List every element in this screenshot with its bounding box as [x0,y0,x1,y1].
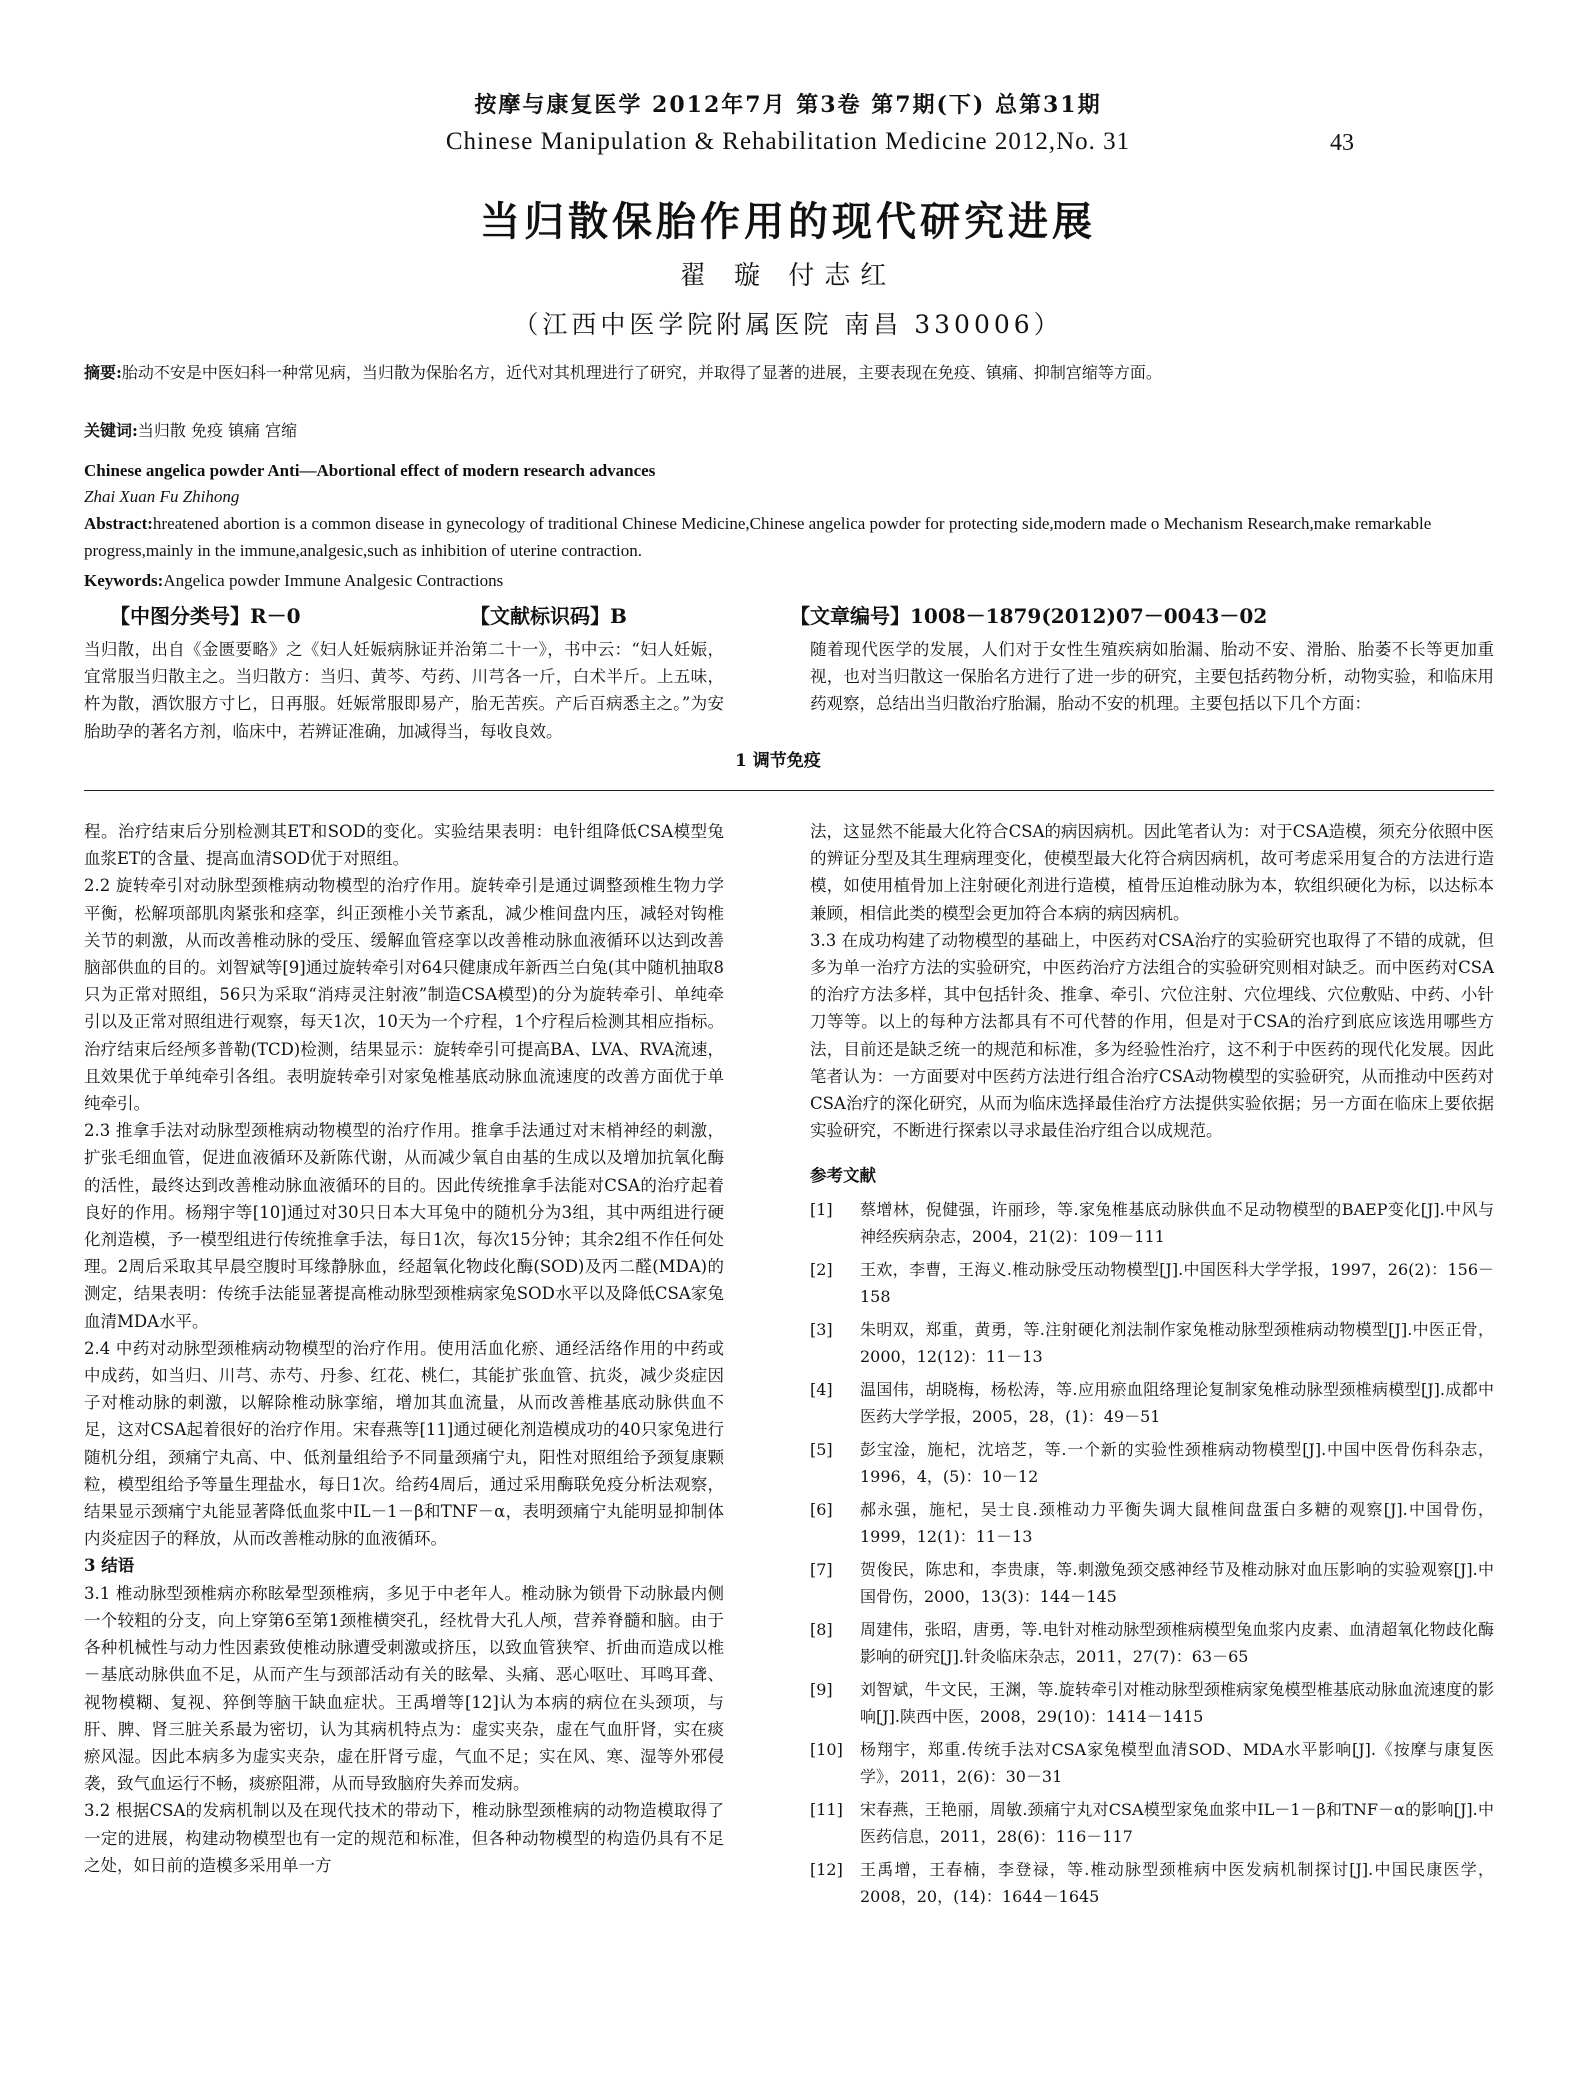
references-heading: 参考文献 [810,1166,876,1186]
body-paragraph: 法，这显然不能最大化符合CSA的病因病机。因此笔者认为：对于CSA造模，须充分依照中医的辨证分型及其生理病理变化，使模型最大化符合病因病机，故可考虑采用复合的方法进行造模，如使用植骨加上注射硬化剂进行造模，植骨压迫椎动脉为本，软组织硬化为标，以达标本兼顾，相信此类的模型会更加符合本病的病因病机。 [810,822,1494,923]
reference-item [810,1796,1494,1850]
reference-number: [10] [810,1739,843,1759]
body-paragraph: 2.3 推拿手法对动脉型颈椎病动物模型的治疗作用。推拿手法通过对末梢神经的刺激，扩张毛细血管，促进血液循环及新陈代谢，从而减少氧自由基的生成以及增加抗氧化酶的活性，最终达到改善椎动脉血液循环的目的。因此传统推拿手法能对CSA的治疗起着良好的作用。杨翔宇等[10]通过对30只日本大耳兔中的随机分为3组，其中两组进行硬化剂造模，予一模型组进行传统推拿手法，每日1次，每次15分钟；其余2组不作任何处理。2周后采取其早晨空腹时耳缘静脉血，经超氧化物歧化酶(SOD)及丙二醛(MDA)的测定，结果表明：传统手法能显著提高椎动脉型颈椎病家兔SOD水平以及降低CSA家兔血清MDA水平。 [84,1121,724,1331]
body-paragraph: 程。治疗结束后分别检测其ET和SOD的变化。实验结果表明：电针组降低CSA模型兔血浆ET的含量、提高血清SOD优于对照组。 [84,822,724,869]
author-affiliation: （江西中医学院附属医院 南昌 330006） [513,310,1063,339]
intro-left: 当归散，出自《金匮要略》之《妇人妊娠病脉证并治第二十一》，书中云：“妇人妊娠，宜常服当归散主之。当归散方：当归、黄芩、芍药、川芎各一斤，白术半斤。上五味，杵为散，酒饮服方寸匕，日再服。妊娠常服即易产，胎无苦疾。产后百病悉主之。”为安胎助孕的著名方剂，临床中，若辨证准确，加减得当，每收良效。 [84,640,724,741]
reference-item [810,1856,1494,1910]
keywords-cn [84,418,1494,443]
body-paragraph: 2.2 旋转牵引对动脉型颈椎病动物模型的治疗作用。旋转牵引是通过调整颈椎生物力学平衡，松解项部肌肉紧张和痉挛，纠正颈椎小关节紊乱，减少椎间盘内压，减轻对钩椎关节的刺激，从而改善椎动脉的受压、缓解血管痉挛以改善椎动脉血液循环以达到改善脑部供血的目的。刘智斌等[9]通过旋转牵引对64只健康成年新西兰白兔(其中随机抽取8只为正常对照组，56只为采取“消痔灵注射液”制造CSA模型)的分为旋转牵引、单纯牵引以及正常对照组进行观察，每天1次，10天为一个疗程，1个疗程后检测其相应指标。治疗结束后经颅多普勒(TCD)检测，结果显示：旋转牵引可提高BA、LVA、RVA流速，且效果优于单纯牵引各组。表明旋转牵引对家兔椎基底动脉血流速度的改善方面优于单纯牵引。 [84,876,724,1114]
reference-number: [11] [810,1799,843,1819]
english-abstract [84,510,1494,564]
page-number: 43 [1330,130,1354,156]
reference-item [810,1496,1494,1550]
body-right-column [810,818,1494,1916]
reference-text: 刘智斌，牛文民，王渊，等.旋转牵引对椎动脉型颈椎病家兔模型椎基底动脉血流速度的影响[J].陕西中医，2008，29(10)：1414－1415 [860,1679,1494,1726]
reference-number: [7] [810,1559,833,1579]
article-number: 【文章编号】1008－1879(2012)07－0043－02 [790,604,1268,628]
english-abstract-text: hreatened abortion is a common disease in gynecology of traditional Chinese Medicine,Chinese angelica powder for protecting side,modern made o Mechanism Research,make remarkable progress,mainly in the immune,analgesic,such as inhibition of uterine contraction. [84,514,1432,560]
body-left-column [84,818,724,1879]
document-code: 【文献标识码】B [470,604,627,628]
reference-text: 朱明双，郑重，黄勇，等.注射硬化剂法制作家兔椎动脉型颈椎病动物模型[J].中医正骨，2000，12(12)：11－13 [860,1319,1494,1366]
reference-number: [2] [810,1259,833,1279]
reference-text: 杨翔宇，郑重.传统手法对CSA家兔模型血清SOD、MDA水平影响[J].《按摩与康复医学》，2011，2(6)：30－31 [860,1739,1494,1786]
reference-item [810,1556,1494,1610]
reference-number: [12] [810,1859,843,1879]
section-1-heading: 1 调节免疫 [735,751,821,771]
reference-item [810,1196,1494,1250]
reference-number: [6] [810,1499,833,1519]
english-keywords-text: Angelica powder Immune Analgesic Contractions [163,571,504,590]
reference-text: 彭宝淦，施杞，沈培芝，等.一个新的实验性颈椎病动物模型[J].中国中医骨伤科杂志，1996，4，(5)：10－12 [860,1439,1494,1486]
reference-number: [9] [810,1679,833,1699]
journal-header-en: Chinese Manipulation & Rehabilitation Medicine 2012,No. 31 [445,128,1131,155]
reference-text: 宋春燕，王艳丽，周敏.颈痛宁丸对CSA模型家兔血浆中IL－1－β和TNF－α的影响[J].中医药信息，2011，28(6)：116－117 [860,1799,1494,1846]
abstract-cn-label: 摘要: [84,363,122,382]
keywords-cn-label: 关键词: [84,421,138,440]
section-3-heading: 3 结语 [84,1556,135,1576]
reference-item [810,1316,1494,1370]
reference-text: 温国伟，胡晓梅，杨松涛，等.应用瘀血阻络理论复制家兔椎动脉型颈椎病模型[J].成都中医药大学学报，2005，28，(1)：49－51 [860,1379,1494,1426]
clc-number: 【中图分类号】R－0 [110,604,301,628]
reference-number: [4] [810,1379,833,1399]
english-keywords [84,568,1494,593]
reference-item [810,1376,1494,1430]
reference-item [810,1676,1494,1730]
reference-item [810,1736,1494,1790]
reference-item [810,1436,1494,1490]
body-paragraph: 3.2 根据CSA的发病机制以及在现代技术的带动下，椎动脉型颈椎病的动物造模取得了一定的进展，构建动物模型也有一定的规范和标准，但各种动物模型的构造仍具有不足之处，如日前的造模多采用单一方 [84,1801,724,1875]
reference-item [810,1256,1494,1310]
english-keywords-label: Keywords: [84,571,164,590]
reference-number: [3] [810,1319,833,1339]
keywords-cn-text: 当归散 免疫 镇痛 宫缩 [137,421,298,440]
intro-right: 随着现代医学的发展，人们对于女性生殖疾病如胎漏、胎动不安、滑胎、胎萎不长等更加重视，也对当归散这一保胎名方进行了进一步的研究，主要包括药物分析，动物实验，和临床用药观察，总结出当归散治疗胎漏，胎动不安的机理。主要包括以下几个方面： [810,640,1494,714]
paper-authors: 翟 璇 付志红 [679,261,897,291]
body-paragraph: 3.1 椎动脉型颈椎病亦称眩晕型颈椎病，多见于中老年人。椎动脉为锁骨下动脉最内侧一个较粗的分支，向上穿第6至第1颈椎横突孔，经枕骨大孔人颅，营养脊髓和脑。由于各种机械性与动力性因素致使椎动脉遭受刺激或挤压，以致血管狭窄、折曲而造成以椎－基底动脉供血不足，从而产生与颈部活动有关的眩晕、头痛、恶心呕吐、耳鸣耳聋、视物模糊、复视、猝倒等脑干缺血症状。王禹增等[12]认为本病的病位在头颈项，与肝、脾、肾三脏关系最为密切，认为其病机特点为：虚实夹杂，虚在气血肝肾，实在痰瘀风湿。因此本病多为虚实夹杂，虚在肝肾亏虚，气血不足；实在风、寒、湿等外邪侵袭，致气血运行不畅，痰瘀阻滞，从而导致脑府失养而发病。 [84,1583,724,1794]
section-divider [84,790,1494,791]
reference-text: 郝永强，施杞，吴士良.颈椎动力平衡失调大鼠椎间盘蛋白多糖的观察[J].中国骨伤，1999，12(1)：11－13 [860,1499,1494,1546]
english-abstract-label: Abstract: [84,514,153,533]
body-paragraph: 3.3 在成功构建了动物模型的基础上，中医药对CSA治疗的实验研究也取得了不错的成就，但多为单一治疗方法的实验研究，中医药治疗方法组合的实验研究则相对缺乏。而中医药对CSA的治疗方法多样，其中包括针灸、推拿、牵引、穴位注射、穴位埋线、穴位敷贴、中药、小针刀等等。以上的每种方法都具有不可代替的作用，但是对于CSA的治疗到底应该选用哪些方法，目前还是缺乏统一的规范和标准，多为经验性治疗，这不利于中医药的现代化发展。因此笔者认为：一方面要对中医药方法进行组合治疗CSA动物模型的实验研究，从而推动中医药对CSA治疗的深化研究，从而为临床选择最佳治疗方法提供实验依据；另一方面在临床上要依据实验研究，不断进行探索以寻求最佳治疗组合以成规范。 [810,930,1494,1141]
english-authors: Zhai Xuan Fu Zhihong [84,487,240,506]
paper-title: 当归散保胎作用的现代研究进展 [480,198,1096,245]
reference-number: [8] [810,1619,833,1639]
reference-number: [5] [810,1439,833,1459]
journal-header-cn: 按摩与康复医学 2012年7月 第3卷 第7期(下) 总第31期 [474,92,1102,118]
reference-text: 王禹增，王春楠，李登禄，等.椎动脉型颈椎病中医发病机制探讨[J].中国民康医学，2008，20，(14)：1644－1645 [860,1859,1494,1906]
abstract-cn-text: 胎动不安是中医妇科一种常见病，当归散为保胎名方，近代对其机理进行了研究，并取得了显著的进展，主要表现在免疫、镇痛、抑制宫缩等方面。 [121,363,1162,382]
english-title: Chinese angelica powder Anti—Abortional effect of modern research advances [84,461,656,480]
reference-text: 蔡增林，倪健强，许丽珍，等.家兔椎基底动脉供血不足动物模型的BAEP变化[J].中风与神经疾病杂志，2004，21(2)：109－111 [860,1199,1494,1246]
reference-text: 周建伟，张昭，唐勇，等.电针对椎动脉型颈椎病模型兔血浆内皮素、血清超氧化物歧化酶影响的研究[J].针灸临床杂志，2011，27(7)：63－65 [860,1619,1494,1666]
reference-item [810,1616,1494,1670]
reference-number: [1] [810,1199,833,1219]
abstract-cn [84,360,1494,385]
reference-text: 贺俊民，陈忠和，李贵康，等.刺激兔颈交感神经节及椎动脉对血压影响的实验观察[J].中国骨伤，2000，13(3)：144－145 [860,1559,1494,1606]
reference-list [810,1196,1494,1910]
body-paragraph: 2.4 中药对动脉型颈椎病动物模型的治疗作用。使用活血化瘀、通经活络作用的中药或中成药，如当归、川芎、赤芍、丹参、红花、桃仁，其能扩张血管、抗炎，减少炎症因子对椎动脉的刺激，以解除椎动脉挛缩，增加其血流量，从而改善椎基底动脉供血不足，这对CSA起着很好的治疗作用。宋春燕等[11]通过硬化剂造模成功的40只家兔进行随机分组，颈痛宁丸高、中、低剂量组给予不同量颈痛宁丸，阳性对照组给予颈复康颗粒，模型组给予等量生理盐水，每日1次。给药4周后，通过采用酶联免疫分析法观察，结果显示颈痛宁丸能显著降低血浆中IL－1－β和TNF－α，表明颈痛宁丸能明显抑制体内炎症因子的释放，从而改善椎动脉的血液循环。 [84,1338,724,1549]
reference-text: 王欢，李曹，王海义.椎动脉受压动物模型[J].中国医科大学学报，1997，26(2)：156－158 [860,1259,1494,1306]
